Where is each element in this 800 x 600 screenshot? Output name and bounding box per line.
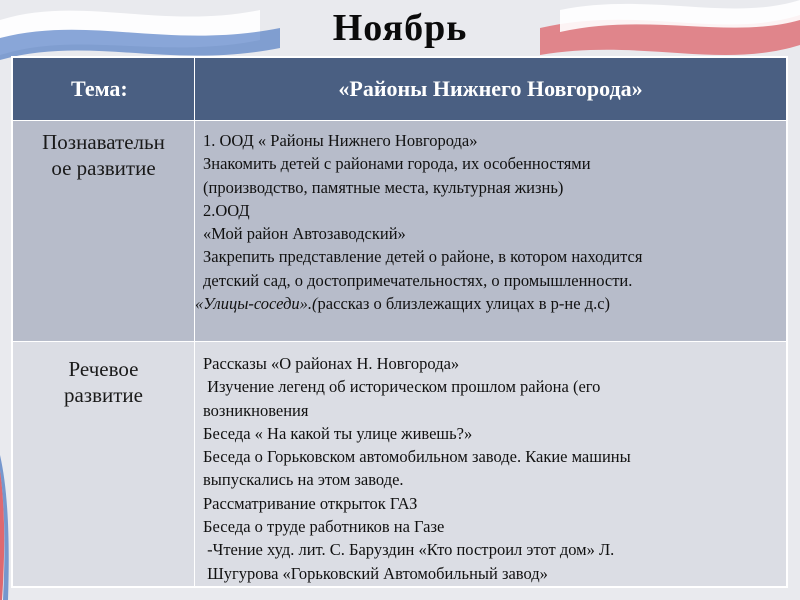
content-line: возникновения: [203, 400, 309, 420]
header-theme-label: Тема:: [13, 58, 195, 121]
plan-table: [11, 56, 788, 588]
content-line: Шугурова «Горьковский Автомобильный завод»: [203, 563, 548, 583]
content-line: Закрепить представление детей о районе, в котором находится: [203, 247, 643, 267]
content-line: (производство, памятные места, культурная жизнь): [203, 177, 564, 197]
content-line: 1. ООД « Районы Нижнего Новгорода»: [203, 131, 478, 150]
content-line: -Чтение худ. лит. С. Баруздин «Кто построил этот дом» Л.: [203, 540, 615, 560]
page-title: Ноябрь: [332, 7, 468, 49]
table-row: [13, 121, 787, 342]
content-line: Изучение легенд об историческом прошлом района (его: [203, 377, 601, 397]
content-line: детский сад, о достопримечательностях, о промышленности.: [203, 270, 633, 290]
content-cell-cognitive: [195, 121, 787, 342]
header-theme-value: «Районы Нижнего Новгорода»: [195, 58, 787, 121]
table-row: [13, 342, 787, 587]
content-line: Беседа о труде работников на Газе: [203, 517, 445, 537]
subject-cell-speech: [13, 342, 195, 587]
content-line: «Мой район Автозаводский»: [203, 224, 406, 244]
content-cell-speech: [195, 342, 787, 587]
subject-cell-cognitive: [13, 121, 195, 342]
content-line: Знакомить детей с районами города, их особенностями: [203, 154, 591, 174]
content-italic-part: «Улицы-соседи».(: [195, 294, 318, 314]
content-regular-part: рассказ о близлежащих улицах в р-не д.с): [317, 294, 611, 314]
content-line: Рассматривание открыток ГАЗ: [203, 493, 418, 513]
subject-line: Познавательн: [42, 130, 165, 154]
content-line: Беседа о Горьковском автомобильном заводе. Какие машины: [203, 447, 631, 467]
content-line: Беседа « На какой ты улице живешь?»: [203, 423, 473, 443]
content-line: 2.ООД: [203, 200, 250, 220]
subject-line: развитие: [63, 383, 143, 407]
content-line: выпускались на этом заводе.: [203, 470, 404, 490]
subject-line: Речевое: [68, 357, 139, 381]
subject-line: ое развитие: [51, 156, 156, 180]
table-header-row: [13, 58, 787, 121]
content-line: Рассказы «О районах Н. Новгорода»: [203, 354, 460, 373]
content-line: [195, 292, 780, 315]
